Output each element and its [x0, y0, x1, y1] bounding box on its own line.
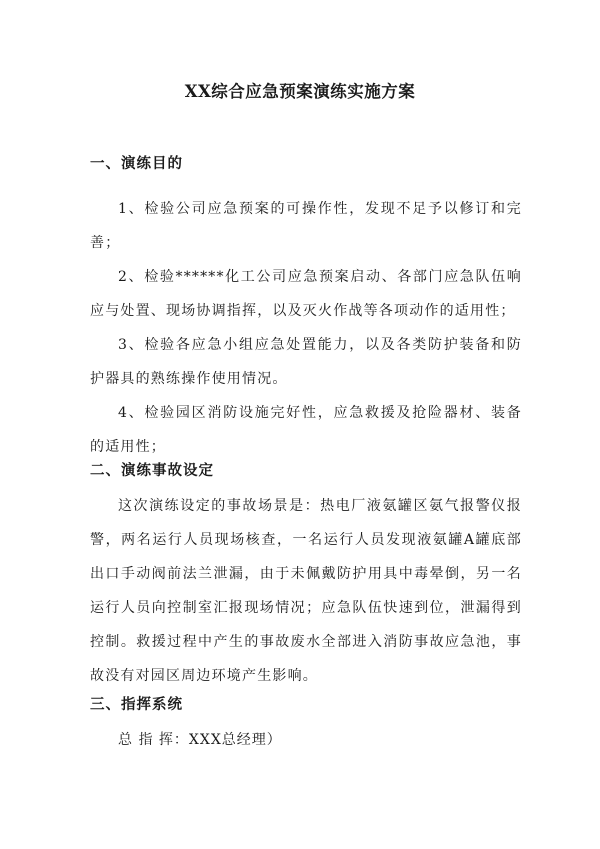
document-title: XX综合应急预案演练实施方案 — [184, 82, 416, 101]
section-heading-command: 三、指挥系统 — [90, 697, 183, 713]
section-heading-scenario: 二、演练事故设定 — [90, 463, 214, 479]
section-heading-purpose: 一、演练目的 — [90, 156, 183, 172]
purpose-item-4: 4、检验园区消防设施完好性，应急救援及抢险器材、装备的适用性； — [90, 405, 522, 455]
purpose-item-3: 3、检验各应急小组应急处置能力，以及各类防护装备和防护器具的熟练操作使用情况。 — [90, 337, 522, 387]
commander-line: 总 指 挥：XXX总经理） — [118, 732, 282, 748]
purpose-item-2: 2、检验******化工公司应急预案启动、各部门应急队伍响应与处置、现场协调指挥，以及灭火作战等各项动作的适用性； — [90, 269, 522, 319]
scenario-paragraph: 这次演练设定的事故场景是：热电厂液氨罐区氨气报警仪报警，两名运行人员现场核查，一名运行人员发现液氨罐A罐底部出口手动阀前法兰泄漏，由于未佩戴防护用具中毒晕倒，另一名运行人员向控制室汇报现场情况；应急队伍快速到位，泄漏得到控制。救援过程中产生的事故废水全部进入消防事故应急池，事故没有对园区周边环境产生影响。 — [90, 498, 522, 684]
purpose-item-1: 1、检验公司应急预案的可操作性，发现不足予以修订和完善； — [90, 201, 522, 251]
